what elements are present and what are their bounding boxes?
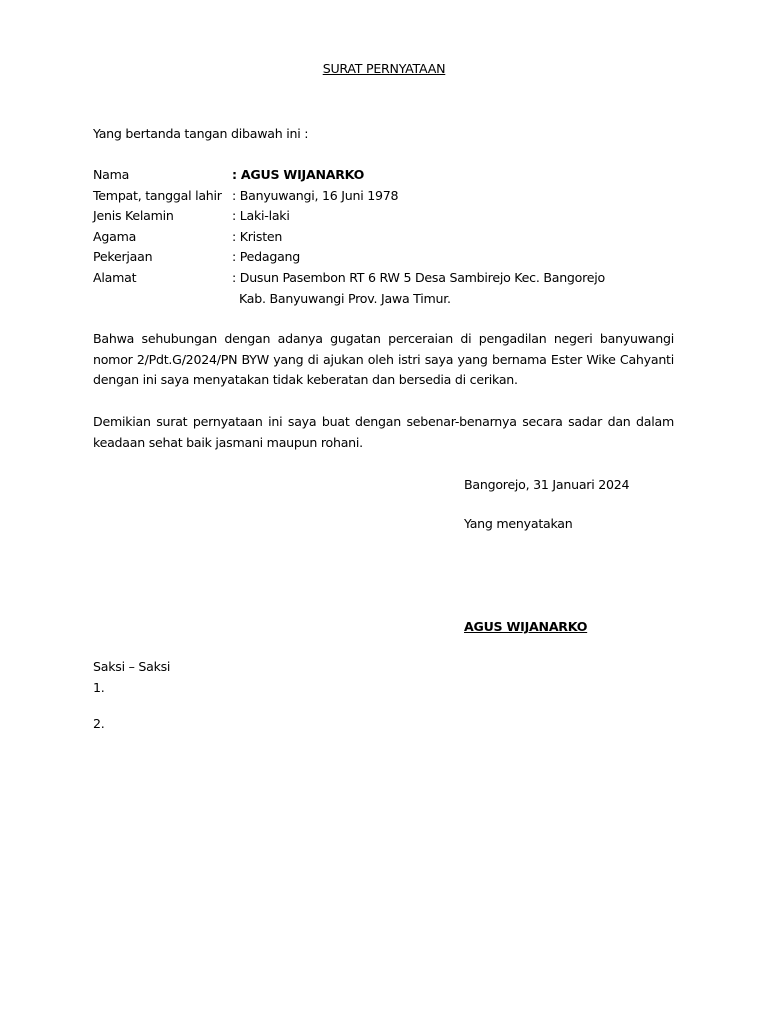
document-title: SURAT PERNYATAAN xyxy=(322,61,446,76)
field-label-birth: Tempat, tanggal lahir xyxy=(93,188,222,203)
field-value-gender: : Laki-laki xyxy=(232,208,290,223)
field-value-religion: : Kristen xyxy=(232,229,283,244)
field-value-birth: : Banyuwangi, 16 Juni 1978 xyxy=(232,188,399,203)
field-label-gender: Jenis Kelamin xyxy=(93,208,174,223)
field-value-address: : Dusun Pasembon RT 6 RW 5 Desa Sambirejo Kec. Bangorejo xyxy=(232,270,605,285)
closing-paragraph: Demikian surat pernyataan ini saya buat dengan sebenar-benarnya secara sadar dan dalam keadaan sehat baik jasmani maupun rohani. xyxy=(93,414,674,450)
field-label-address: Alamat xyxy=(93,270,137,285)
place-date: Bangorejo, 31 Januari 2024 xyxy=(464,477,630,492)
field-label-occupation: Pekerjaan xyxy=(93,249,153,264)
intro-text: Yang bertanda tangan dibawah ini : xyxy=(93,126,309,141)
statement-paragraph: Bahwa sehubungan dengan adanya gugatan perceraian di pengadilan negeri banyuwangi nomor 2/Pdt.G/2024/PN BYW yang di ajukan oleh istri saya yang bernama Ester Wike Cahyanti dengan ini saya menyatakan tidak keberatan dan bersedia di cerikan. xyxy=(93,331,674,387)
field-label-nama: Nama xyxy=(93,167,130,182)
declarant-label: Yang menyatakan xyxy=(464,516,573,531)
field-value-occupation: : Pedagang xyxy=(232,249,301,264)
field-value-address-line2: Kab. Banyuwangi Prov. Jawa Timur. xyxy=(239,291,451,306)
field-label-religion: Agama xyxy=(93,229,137,244)
signer-name: AGUS WIJANARKO xyxy=(464,619,588,634)
witness-heading: Saksi – Saksi xyxy=(93,659,171,674)
witness-item-2: 2. xyxy=(93,716,105,731)
witness-item-1: 1. xyxy=(93,680,105,695)
field-value-nama: : AGUS WIJANARKO xyxy=(232,167,365,182)
